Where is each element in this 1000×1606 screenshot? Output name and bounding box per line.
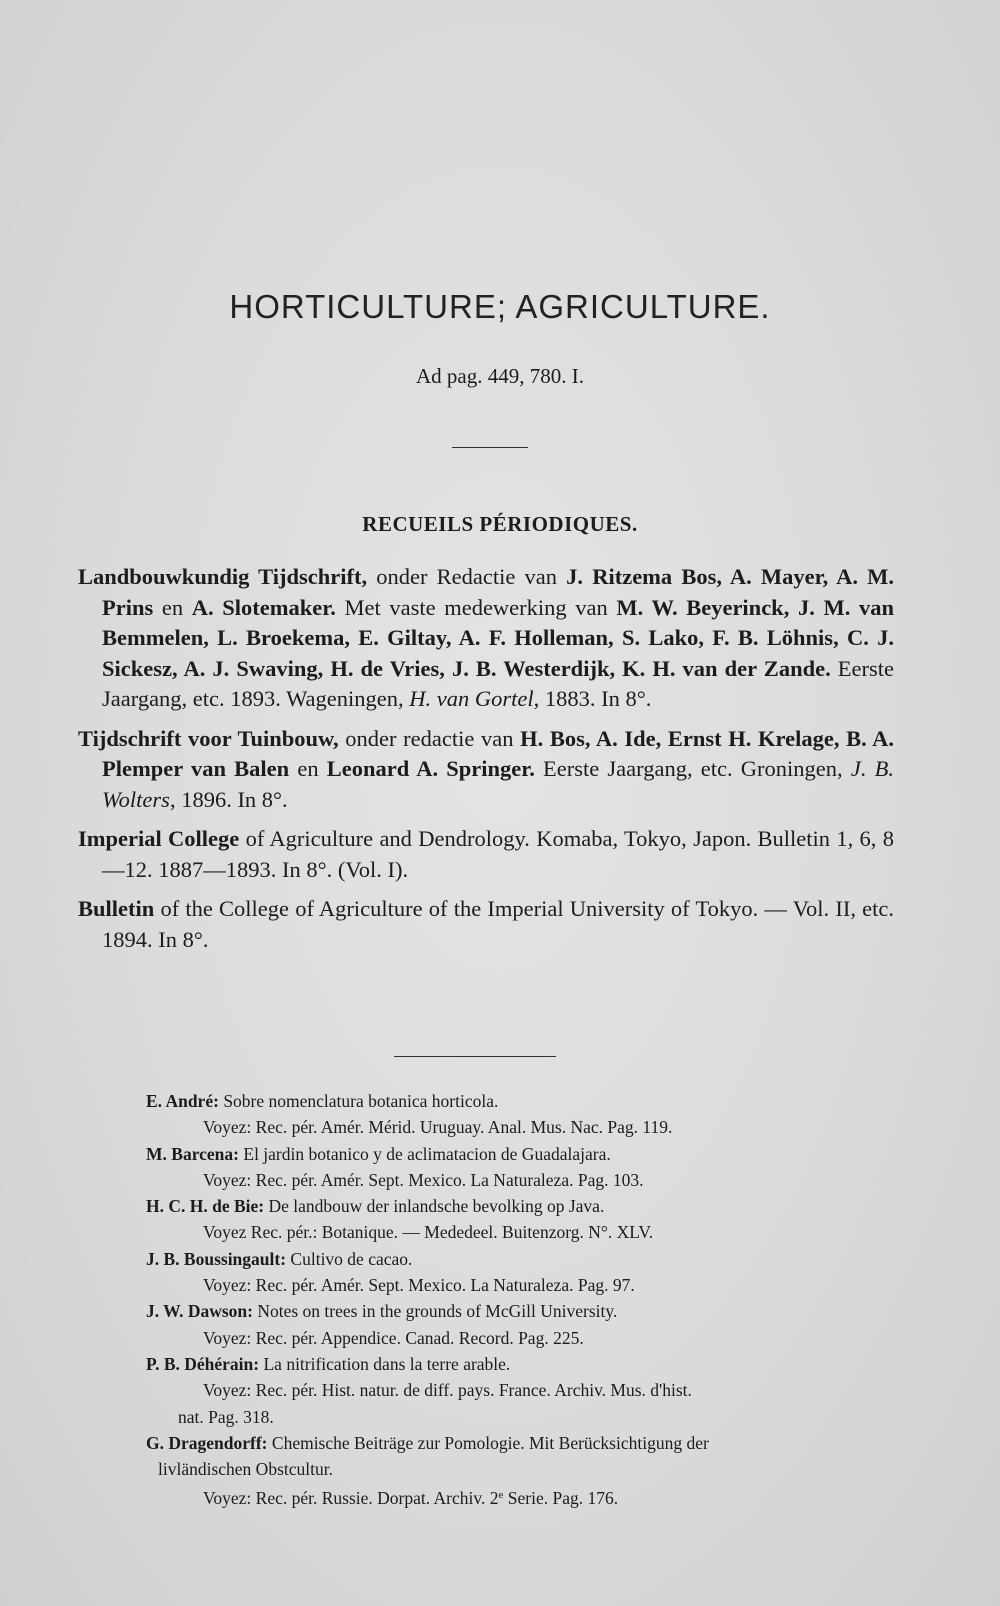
reference-voyez: Voyez: Rec. pér. Appendice. Canad. Record. Pag. 225. (203, 1327, 584, 1348)
reference-voyez: Voyez Rec. pér.: Botanique. — Mededeel. Buitenzorg. N°. XLV. (203, 1222, 654, 1243)
entry-text: en (153, 594, 192, 620)
periodical-entry (78, 562, 894, 715)
reference-item (146, 1430, 886, 1512)
entry-text: of the College of Agriculture of the Imperial University of Tokyo. — Vol. II, etc. 1894. In 8°. (102, 896, 894, 952)
entry-text: Eerste Jaargang, etc. 1893. Wageningen, (102, 655, 894, 711)
reference-title-continued: livländischen Obstcultur. (158, 1459, 333, 1480)
entry-editors: H. Bos, A. Ide, Ernst H. Krelage, B. A. Plemper van Balen (102, 725, 894, 781)
page-reference: Ad pag. 449, 780. I. (416, 364, 584, 388)
reference-voyez: Voyez: Rec. pér. Amér. Sept. Mexico. La Naturaleza. Pag. 103. (203, 1169, 644, 1190)
periodicals-list (78, 562, 894, 964)
entry-text: Eerste Jaargang, etc. Groningen, (534, 756, 851, 781)
entry-title: Tijdschrift voor Tuinbouw, (78, 725, 339, 751)
periodical-entry (78, 724, 894, 816)
reference-title: Sobre nomenclatura botanica horticola. (218, 1091, 499, 1111)
reference-voyez-text: Voyez: Rec. pér. Russie. Dorpat. Archiv. 2 (203, 1488, 499, 1509)
entry-text: of Agriculture and Dendrology. Komaba, Tokyo, Japon. Bulletin 1, 6, 8—12. 1887—1893. In 8°. (Vol. I). (102, 826, 894, 882)
entry-publisher: H. van Gortel (409, 686, 534, 711)
reference-author: G. Dragendorff: (146, 1432, 268, 1453)
entry-contributors: M. W. Beyerinck, J. M. van Bemmelen, L. Broekema, E. Giltay, A. F. Holleman, S. Lako, F. B. Löhnis, C. J. Sickesz, A. J. Swaving, H. de Vries, J. B. Westerdijk, K. H. van der Zande. (102, 594, 894, 681)
divider-top (452, 447, 528, 448)
reference-title: De landbouw der inlandsche bevolking op Java. (264, 1196, 605, 1217)
reference-voyez-continued: nat. Pag. 318. (178, 1406, 274, 1427)
reference-item (146, 1351, 886, 1430)
reference-voyez (146, 1482, 886, 1511)
periodical-entry (78, 894, 894, 955)
entry-publisher: J. B. Wolters (102, 756, 894, 812)
reference-voyez: Voyez: Rec. pér. Amér. Sept. Mexico. La Naturaleza. Pag. 97. (203, 1275, 635, 1296)
reference-voyez: Voyez: Rec. pér. Amér. Mérid. Uruguay. Anal. Mus. Nac. Pag. 119. (203, 1117, 673, 1138)
entry-text: en (289, 756, 327, 781)
entry-editors: A. Slotemaker. (191, 594, 336, 620)
reference-title: Cultivo de cacao. (286, 1248, 413, 1269)
entry-text: , 1883. In 8°. (533, 686, 652, 711)
reference-item (146, 1246, 886, 1299)
reference-title: Chemische Beiträge zur Pomologie. Mit Berücksichtigung der (267, 1432, 709, 1453)
reference-author: P. B. Déhérain: (146, 1353, 260, 1374)
reference-item (146, 1141, 886, 1194)
reference-item (146, 1193, 886, 1246)
reference-title: Notes on trees in the grounds of McGill University. (252, 1301, 618, 1322)
reference-author: E. André: (146, 1091, 219, 1111)
entry-editors: Leonard A. Springer. (326, 756, 535, 781)
page-title: HORTICULTURE; AGRICULTURE. (229, 288, 771, 325)
section-heading: RECUEILS PÉRIODIQUES. (362, 512, 638, 536)
entry-title: Imperial College (78, 826, 240, 851)
reference-title: La nitrification dans la terre arable. (259, 1353, 511, 1374)
entry-title: Landbouwkundig Tijdschrift, (78, 564, 368, 589)
reference-voyez: Voyez: Rec. pér. Hist. natur. de diff. pays. France. Archiv. Mus. d'hist. (203, 1380, 692, 1401)
entry-text: Met vaste medewerking van (335, 594, 617, 620)
reference-voyez-text: Serie. Pag. 176. (503, 1488, 619, 1509)
entry-text: , 1896. In 8°. (169, 786, 288, 812)
reference-author: J. B. Boussingault: (146, 1248, 287, 1269)
entry-title: Bulletin (78, 896, 155, 921)
reference-title: El jardin botanico y de aclimatacion de Guadalajara. (239, 1143, 611, 1164)
references-list (146, 1088, 886, 1512)
divider-bottom (394, 1056, 556, 1057)
reference-author: J. W. Dawson: (146, 1301, 253, 1322)
entry-editors: J. Ritzema Bos, A. Mayer, A. M. Prins (102, 564, 895, 620)
reference-item (146, 1088, 886, 1141)
reference-voyez-superscript: e (498, 1489, 504, 1502)
reference-item (146, 1298, 886, 1351)
periodical-entry (78, 824, 894, 885)
reference-author: M. Barcena: (146, 1143, 239, 1164)
reference-author: H. C. H. de Bie: (146, 1196, 265, 1217)
entry-text: onder Redactie van (367, 564, 567, 589)
entry-text: onder redactie van (338, 725, 521, 751)
